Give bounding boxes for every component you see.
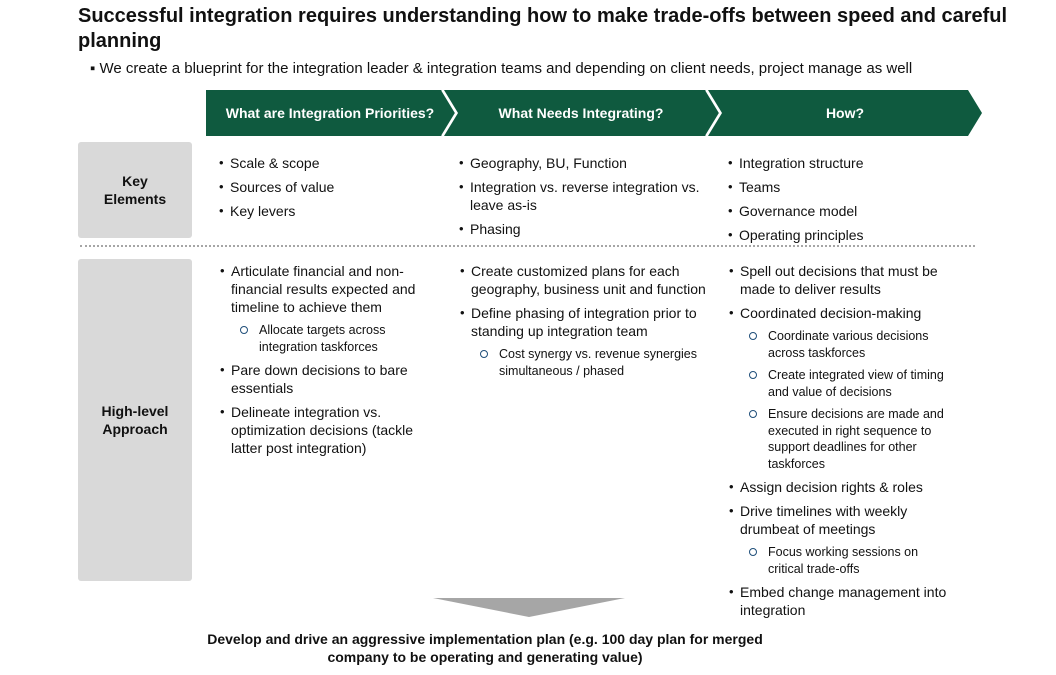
subtitle-bullet: ▪ We create a blueprint for the integration leader & integration teams and depending on client needs, project manage as well [90, 60, 913, 77]
bullet-item: • Key levers [218, 202, 438, 220]
key-elements-how-column [727, 154, 967, 250]
row-label-key-elements: Key Elements [78, 142, 192, 238]
approach-how-column [728, 262, 950, 625]
bullet-item: • Embed change management into integration [728, 583, 950, 619]
bullet-list [459, 262, 717, 379]
sub-bullet-item: Create integrated view of timing and value of decisions [728, 367, 950, 400]
bullet-item: • Coordinated decision-making [728, 304, 950, 322]
row-label-high-level-approach: High-level Approach [78, 259, 192, 581]
sub-bullet-item: Focus working sessions on critical trade-offs [728, 544, 950, 577]
bullet-item: • Define phasing of integration prior to standing up integration team [459, 304, 717, 340]
down-arrow-icon [433, 598, 625, 618]
bullet-item: • Spell out decisions that must be made to deliver results [728, 262, 950, 298]
sub-bullet-item: Cost synergy vs. revenue synergies simultaneous / phased [459, 346, 717, 379]
bottom-conclusion: Develop and drive an aggressive implementation plan (e.g. 100 day plan for merged company to be operating and generating value) [207, 631, 763, 665]
key-elements-priorities-column [218, 154, 438, 226]
bullet-item: • Integration vs. reverse integration vs. leave as-is [458, 178, 718, 214]
bullet-item: • Phasing [458, 220, 718, 238]
key-elements-needs-column [458, 154, 718, 244]
bullet-item: • Teams [727, 178, 967, 196]
bullet-item: • Pare down decisions to bare essentials [219, 361, 434, 397]
bullet-list [219, 262, 434, 457]
bullet-item: • Articulate financial and non-financial results expected and timeline to achieve them [219, 262, 434, 316]
bullet-item: • Scale & scope [218, 154, 438, 172]
header-how: How? [825, 105, 865, 121]
header-what-needs-integrating: What Needs Integrating? [498, 105, 664, 121]
bullet-item: • Sources of value [218, 178, 438, 196]
bullet-list [458, 154, 718, 238]
bullet-item: • Geography, BU, Function [458, 154, 718, 172]
bullet-list [728, 262, 950, 619]
approach-needs-column [459, 262, 717, 385]
page-title: Successful integration requires understanding how to make trade-offs between speed and careful planning [78, 5, 1008, 52]
bullet-item: • Create customized plans for each geography, business unit and function [459, 262, 717, 298]
bullet-list [727, 154, 967, 244]
bullet-item: • Governance model [727, 202, 967, 220]
sub-bullet-item: Allocate targets across integration taskforces [219, 322, 434, 355]
sub-bullet-item: Ensure decisions are made and executed in right sequence to support deadlines for other taskforces [728, 406, 950, 472]
bullet-item: • Delineate integration vs. optimization decisions (tackle latter post integration) [219, 403, 434, 457]
bullet-list [218, 154, 438, 220]
bullet-item: • Assign decision rights & roles [728, 478, 950, 496]
header-integration-priorities: What are Integration Priorities? [225, 105, 435, 121]
bullet-item: • Drive timelines with weekly drumbeat of meetings [728, 502, 950, 538]
sub-bullet-item: Coordinate various decisions across taskforces [728, 328, 950, 361]
bullet-item: • Integration structure [727, 154, 967, 172]
bullet-item: • Operating principles [727, 226, 967, 244]
approach-priorities-column [219, 262, 434, 463]
